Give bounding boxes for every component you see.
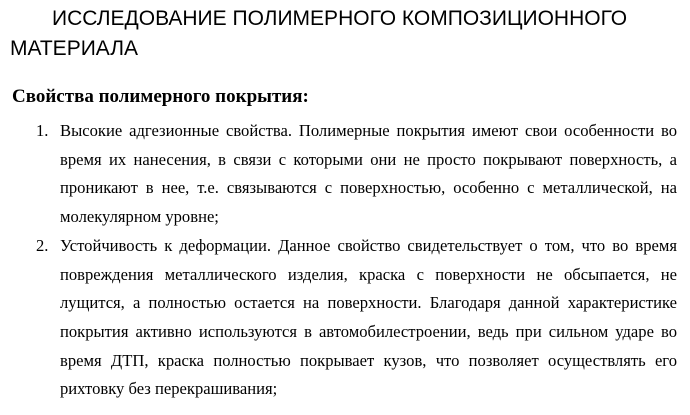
list-item-number: 2. [36,235,49,255]
list-item [0,232,677,404]
document-title: ИССЛЕДОВАНИЕ ПОЛИМЕРНОГО КОМПОЗИЦИОННОГО МАТЕРИАЛА [10,7,628,60]
properties-list [0,117,690,404]
list-item-number: 1. [36,121,49,140]
section-heading: Свойства полимерного покрытия: [12,86,309,107]
list-item [0,117,677,232]
list-item-text: Устойчивость к деформации. Данное свойство свидетельствует о том, что во время повреждения металлического изделия, краска с поверхности не обсыпается, не лущится, а полностью остается на поверхности. Благодаря данной характеристике покрытия активно используются в автомобилестроении, ведь при сильном ударе во время ДТП, краска полностью покрывает кузов, что позволяет осуществлять его рихтовку без перекрашивания; [60,235,677,399]
list-item-text: Высокие адгезионные свойства. Полимерные покрытия имеют свои особенности во время их нанесения, в связи с которыми они не просто покрывают поверхность, а проникают в нее, т.е. связываются с поверхностью, особенно с металлической, на молекулярном уровне; [60,121,677,227]
